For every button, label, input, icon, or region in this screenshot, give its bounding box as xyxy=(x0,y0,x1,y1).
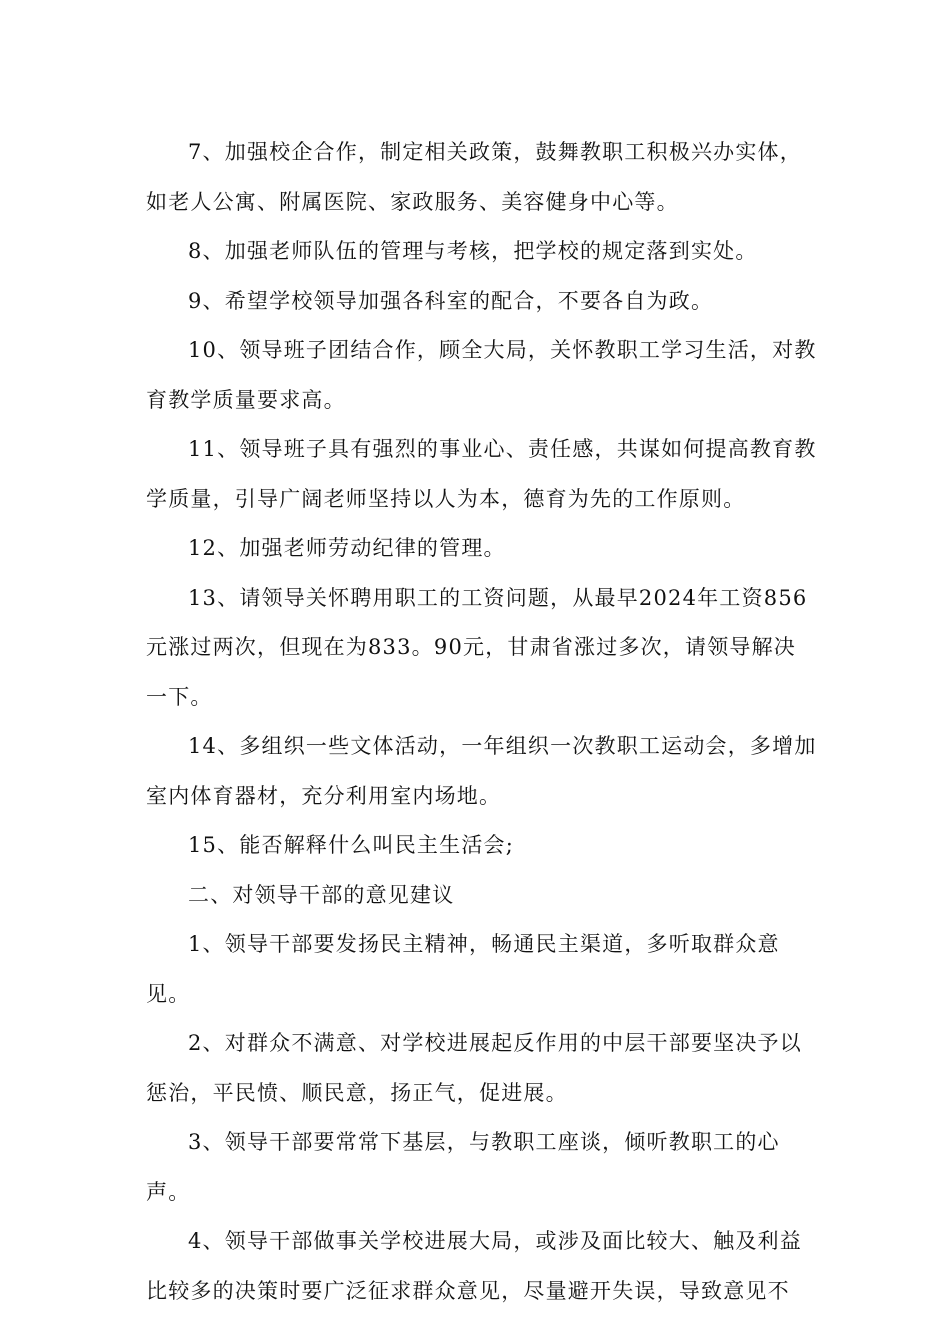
suggestion-3: 3、领导干部要常常下基层，与教职工座谈，倾听教职工的心声。 xyxy=(146,1130,780,1204)
paragraph-13: 13、请领导关怀聘用职工的工资问题，从最早2024年工资856元涨过两次，但现在为833。90元，甘肃省涨过多次，请领导解决一下。 xyxy=(146,585,808,709)
paragraph-8: 8、加强老师队伍的管理与考核，把学校的规定落到实处。 xyxy=(188,239,758,263)
suggestion-2: 2、对群众不满意、对学校进展起反作用的中层干部要坚决予以惩治，平民愤、顺民意，扬正气，促进展。 xyxy=(146,1031,802,1105)
suggestion-1: 1、领导干部要发扬民主精神，畅通民主渠道，多听取群众意见。 xyxy=(146,932,780,1006)
paragraph-10: 10、领导班子团结合作，顾全大局，关怀教职工学习生活，对教育教学质量要求高。 xyxy=(146,338,817,412)
paragraph-11: 11、领导班子具有强烈的事业心、责任感，共谋如何提高教育教学质量，引导广阔老师坚持以人为本，德育为先的工作原则。 xyxy=(146,437,817,511)
paragraph-14: 14、多组织一些文体活动，一年组织一次教职工运动会，多增加室内体育器材，充分利用室内场地。 xyxy=(146,734,817,808)
suggestion-4: 4、领导干部做事关学校进展大局，或涉及面比较大、触及利益比较多的决策时要广泛征求群众意见，尽量避开失误，导致意见不 xyxy=(146,1229,802,1303)
paragraph-15: 15、能否解释什么叫民主生活会; xyxy=(188,833,514,857)
paragraph-9: 9、希望学校领导加强各科室的配合，不要各自为政。 xyxy=(188,288,714,313)
section-heading-2: 二、对领导干部的意见建议 xyxy=(188,882,455,907)
paragraph-7: 7、加强校企合作，制定相关政策，鼓舞教职工积极兴办实体，如老人公寓、附属医院、家政服务、美容健身中心等。 xyxy=(146,140,802,214)
document-body xyxy=(146,128,818,1316)
paragraph-12: 12、加强老师劳动纪律的管理。 xyxy=(188,536,506,560)
